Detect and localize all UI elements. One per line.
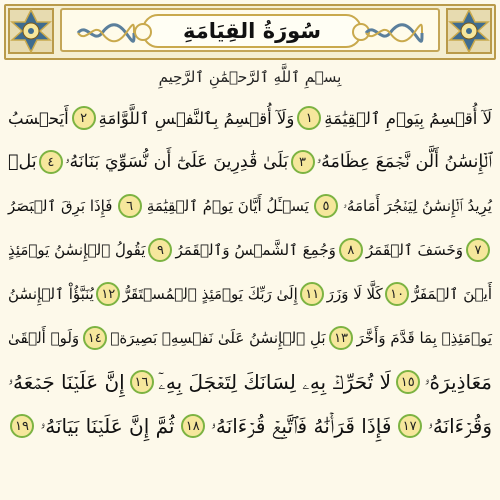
ayah-marker-icon: ٦ <box>118 194 142 218</box>
verse-text: يَوۡمَئِذِۢ بِمَا قَدَّمَ وَأَخَّرَ <box>356 329 492 347</box>
ayah-marker-icon: ١٨ <box>181 414 205 438</box>
surah-title: سُورَةُ القِيَامَةِ <box>182 19 321 43</box>
ayah-marker-icon: ٤ <box>39 150 63 174</box>
ayah-marker-icon: ٥ <box>314 194 338 218</box>
medallion-icon <box>6 6 56 56</box>
verse-line <box>8 318 492 358</box>
verse-line <box>8 98 492 138</box>
verse-text: ٱلۡإِنسَٰنُ أَلَّن نَّجۡمَعَ عِظَامَهُۥ <box>316 152 492 172</box>
verse-text: ثُمَّ إِنَّ عَلَيۡنَا بَيَانَهُۥ <box>40 414 175 438</box>
verse-line <box>8 362 492 402</box>
ayah-marker-icon: ٩ <box>148 238 172 262</box>
verse-text: بَلَىٰ قَٰدِرِينَ عَلَىٰٓ أَن نُّسَوِّيَ بَنَانَهُۥ <box>65 152 289 172</box>
surah-header <box>4 4 496 60</box>
verse-text: أَيَحۡسَبُ <box>8 108 69 128</box>
verse-text: فَإِذَا قَرَأۡنَٰهُ فَٱتَّبِعۡ قُرۡءَانَهُۥ <box>210 414 392 438</box>
ayah-marker-icon: ١٧ <box>398 414 422 438</box>
ayah-marker-icon: ١٥ <box>396 370 420 394</box>
verse-text: إِلَىٰ رَبِّكَ يَوۡمَئِذٍ ٱلۡمُسۡتَقَرُّ <box>122 285 298 303</box>
ayah-marker-icon: ٢ <box>72 106 96 130</box>
ayah-marker-icon: ١٩ <box>10 414 34 438</box>
ayah-marker-icon: ١٣ <box>329 326 353 350</box>
verse-text: وَلَوۡ أَلۡقَىٰ <box>8 329 80 347</box>
ayah-marker-icon: ١١ <box>300 282 324 306</box>
ayah-marker-icon: ١ <box>297 106 321 130</box>
verse-text: يُنَبَّؤُاْ ٱلۡإِنسَٰنُ <box>8 285 94 303</box>
ayah-marker-icon: ٧ <box>466 238 490 262</box>
verse-line <box>8 274 492 314</box>
verse-text: وَخَسَفَ ٱلۡقَمَرُ <box>365 241 463 259</box>
verse-text: لَآ أُقۡسِمُ بِيَوۡمِ ٱلۡقِيَٰمَةِ <box>324 108 492 128</box>
verse-line <box>8 142 492 182</box>
verse-line <box>8 230 492 270</box>
header-panel <box>60 8 440 52</box>
verse-text: مَعَاذِيرَهُۥ <box>424 370 492 394</box>
braid-ornament-icon <box>76 22 136 44</box>
medallion-icon <box>444 6 494 56</box>
ayah-marker-icon: ٣ <box>291 150 315 174</box>
verse-text: وَقُرۡءَانَهُۥ <box>427 414 492 438</box>
ayah-marker-icon: ١٤ <box>83 326 107 350</box>
ayah-marker-icon: ١٠ <box>385 282 409 306</box>
verse-text: وَلَآ أُقۡسِمُ بِٱلنَّفۡسِ ٱللَّوَّامَةِ <box>98 108 295 128</box>
verse-text: يُرِيدُ ٱلۡإِنسَٰنُ لِيَفۡجُرَ أَمَامَهُۥ <box>343 197 492 215</box>
verse-text: لَا تُحَرِّكۡ بِهِۦ لِسَانَكَ لِتَعۡجَلَ بِهِۦٓ <box>158 370 391 394</box>
ayah-marker-icon: ٨ <box>339 238 363 262</box>
braid-ornament-icon <box>364 22 424 44</box>
ayah-marker-icon: ١٦ <box>130 370 154 394</box>
basmala: بِسۡمِ ٱللَّهِ ٱلرَّحۡمَٰنِ ٱلرَّحِيمِ <box>158 68 342 86</box>
verse-text: وَجُمِعَ ٱلشَّمۡسُ وَٱلۡقَمَرُ <box>175 241 336 259</box>
title-cartouche <box>142 14 362 48</box>
verse-text: بَلۡ <box>8 152 37 172</box>
verse-text: إِنَّ عَلَيۡنَا جَمۡعَهُۥ <box>8 370 125 394</box>
verse-text: فَإِذَا بَرِقَ ٱلۡبَصَرُ <box>8 197 113 215</box>
verse-line <box>8 186 492 226</box>
verse-line <box>8 406 492 446</box>
ayah-marker-icon: ١٢ <box>96 282 120 306</box>
verse-text: يَسۡـَٔلُ أَيَّانَ يَوۡمُ ٱلۡقِيَٰمَةِ <box>146 197 309 215</box>
verse-text: يَقُولُ ٱلۡإِنسَٰنُ يَوۡمَئِذٍ <box>8 241 146 259</box>
verse-text: أَيۡنَ ٱلۡمَفَرُّ <box>411 285 492 303</box>
verse-text: بَلِ ٱلۡإِنسَٰنُ عَلَىٰ نَفۡسِهِۦ بَصِيرَةٞ <box>110 329 326 347</box>
verse-text: كَلَّا لَا وَزَرَ <box>326 285 383 303</box>
